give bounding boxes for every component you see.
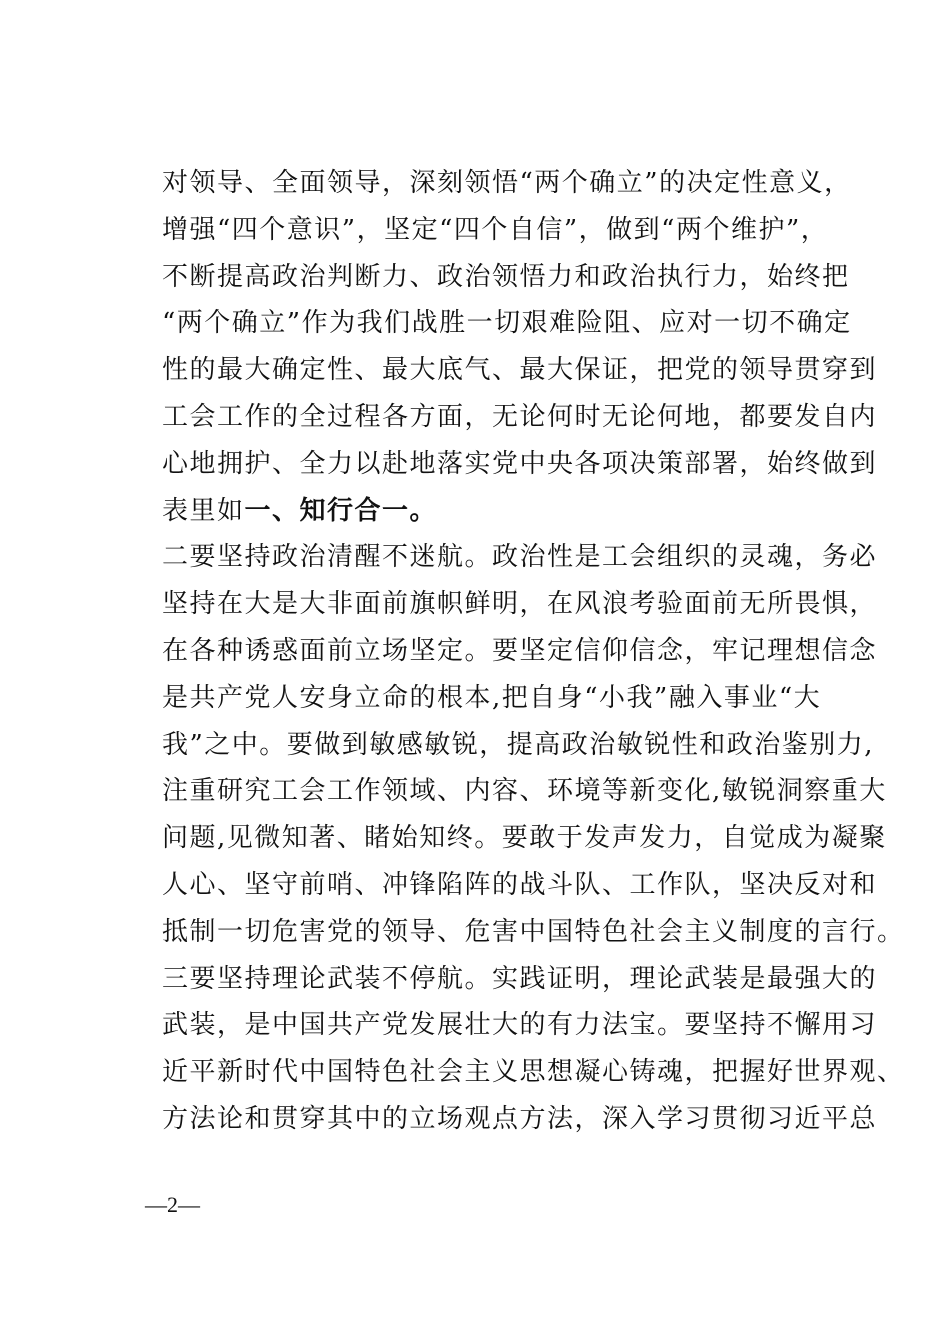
- text-line: 武装，是中国共产党发展壮大的有力法宝。要坚持不懈用习: [162, 1010, 878, 1041]
- bold-heading-fragment: 一、知行合一。: [244, 495, 438, 526]
- text-line: 不断提高政治判断力、政治领悟力和政治执行力，始终把: [162, 261, 850, 292]
- text-line: 二要坚持政治清醒不迷航。政治性是工会组织的灵魂，务必: [162, 542, 878, 573]
- text-line: 近平新时代中国特色社会主义思想凝心铸魂，把握好世界观、: [162, 1057, 905, 1088]
- text-line: 注重研究工会工作领域、内容、环境等新变化,敏锐洞察重大: [162, 776, 887, 807]
- text-line: “两个确立”作为我们战胜一切艰难险阻、应对一切不确定: [162, 308, 852, 339]
- text-line: 性的最大确定性、最大底气、最大保证，把党的领导贯穿到: [162, 355, 878, 386]
- text-line: 方法论和贯穿其中的立场观点方法，深入学习贯彻习近平总: [162, 1103, 878, 1134]
- text-fragment: 表里如: [162, 495, 245, 526]
- text-line: 问题,见微知著、睹始知终。要敢于发声发力，自觉成为凝聚: [162, 823, 887, 854]
- page-number: —2—: [145, 1192, 200, 1217]
- text-line: 是共产党人安身立命的根本,把自身“小我”融入事业“大: [162, 682, 822, 713]
- text-line: 坚持在大是大非面前旗帜鲜明，在风浪考验面前无所畏惧，: [162, 589, 878, 620]
- text-line: 对领导、全面领导，深刻领悟“两个确立”的决定性意义，: [162, 168, 852, 198]
- body-text: [162, 160, 905, 1143]
- text-line: 增强“四个意识”，坚定“四个自信”，做到“两个维护”，: [162, 214, 829, 245]
- text-line: 人心、坚守前哨、冲锋陷阵的战斗队、工作队，坚决反对和: [162, 869, 878, 900]
- text-line-with-bold: [162, 488, 842, 535]
- text-line: 抵制一切危害党的领导、危害中国特色社会主义制度的言行。: [162, 916, 905, 947]
- text-line: 工会工作的全过程各方面，无论何时无论何地，都要发自内: [162, 401, 878, 432]
- text-line: 我”之中。要做到敏感敏锐，提高政治敏锐性和政治鉴别力,: [162, 729, 875, 760]
- text-line: 三要坚持理论武装不停航。实践证明，理论武装是最强大的: [162, 963, 878, 994]
- text-line: 心地拥护、全力以赴地落实党中央各项决策部署，始终做到: [162, 448, 878, 479]
- text-line: 在各种诱惑面前立场坚定。要坚定信仰信念，牢记理想信念: [162, 635, 878, 666]
